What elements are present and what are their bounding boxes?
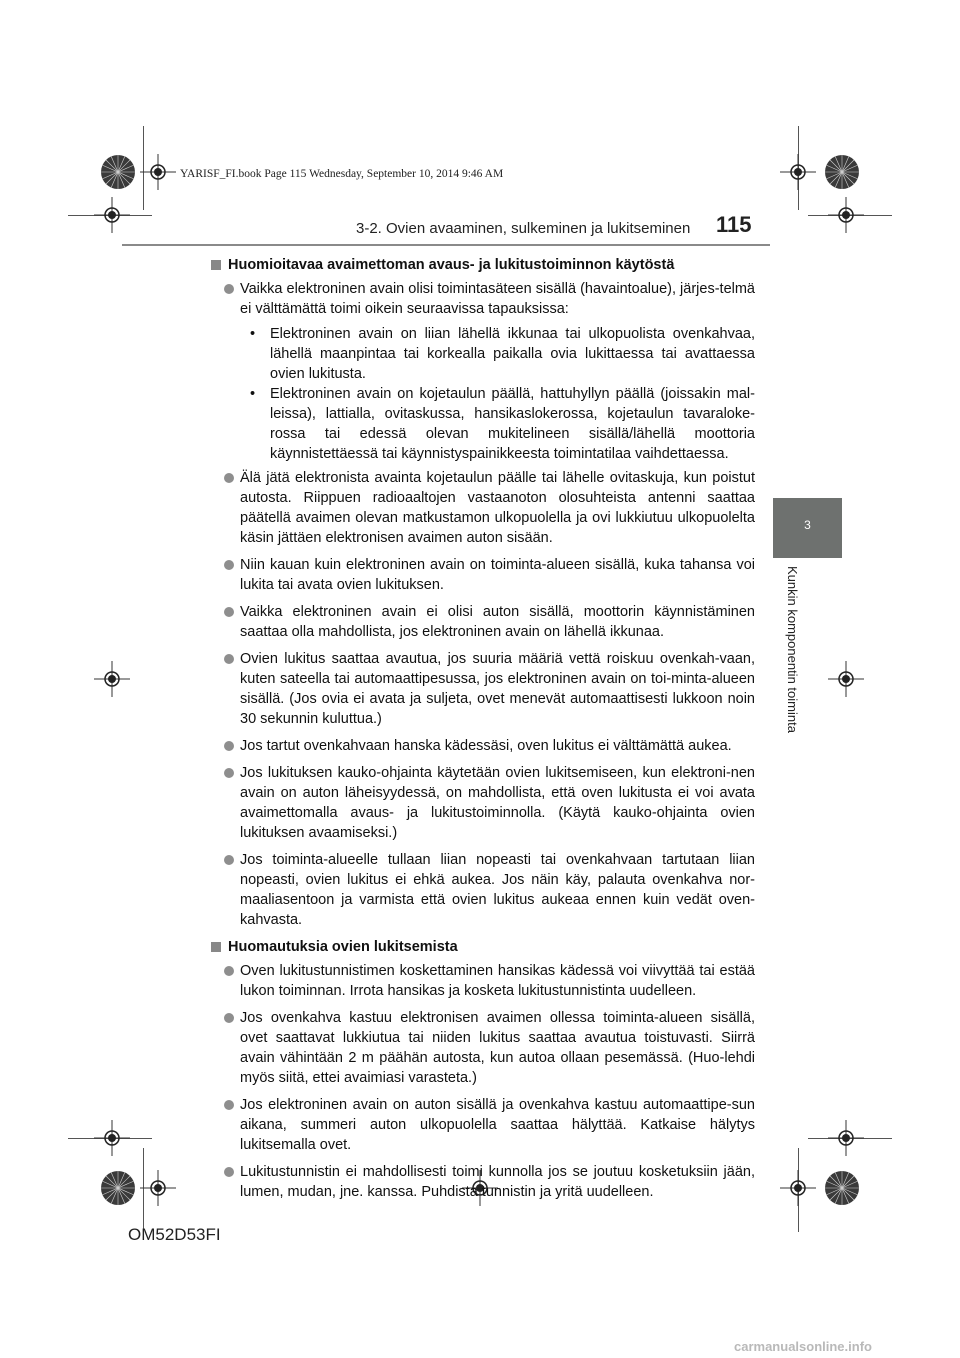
main-content [210,255,755,1209]
registration-mark-icon [780,154,816,190]
bullet-text: Niin kauan kuin elektroninen avain on toiminta-alueen sisällä, kuka tahansa voi lukita tai avata ovien lukituksen. [240,557,755,593]
sub-item-text: Elektroninen avain on kojetaulun päällä, hattuhyllyn päällä (joissakin mal-leissa), lattialla, ovitaskussa, hansikaslokerossa, kojetaulun tavaraloke-rossa tai edessä olevan mukitelineen sisällä/lähellä moottoria käynnistettäessä tai käynnistyspainikkeesta toimintatilaa vaihdettaessa. [270,386,755,462]
sub-item [240,384,755,464]
circle-bullet-icon [224,654,234,664]
bullet-item [210,1008,755,1088]
circle-bullet-icon [224,1167,234,1177]
registration-mark-icon [94,661,130,697]
sub-bullet-icon: • [250,386,256,402]
section-title: Huomautuksia ovien lukitsemista [228,939,458,955]
watermark: carmanualsonline.info [734,1339,872,1354]
registration-mark-icon [780,1170,816,1206]
bullet-item [210,1162,755,1202]
starburst-mark-icon [824,1170,860,1206]
bullet-text: Oven lukitustunnistimen koskettaminen hansikas kädessä voi viivyttää tai estää lukon toiminnan. Irrota hansikas ja kosketa lukitustunnistinta uudelleen. [240,963,755,999]
registration-mark-icon [828,1120,864,1156]
circle-bullet-icon [224,855,234,865]
bullet-item [210,555,755,595]
bullet-text: Jos ovenkahva kastuu elektronisen avaimen ollessa toiminta-alueen sisällä, ovet saattavat lukkiutua tai niiden lukitus saattaa avautua toistuvasti. Siirrä avain vähintään 2 m päähän autosta, kun autoa ollaan pesemässä. (Huo-lehdi myös siitä, ettei avaimiasi varasteta.) [240,1010,755,1086]
bullet-item [210,602,755,642]
bullet-item [210,850,755,930]
circle-bullet-icon [224,768,234,778]
registration-mark-icon [94,1120,130,1156]
starburst-mark-icon [824,154,860,190]
sub-bullet-icon: • [250,326,256,342]
sub-list [210,324,755,464]
square-bullet-icon [211,942,221,952]
bullet-text: Jos lukituksen kauko-ohjainta käytetään ovien lukitsemiseen, kun elektroni-nen avain on auton läheisyydessä, on mahdollista, että oven lukitusta ei voi avata avaimettomalla avaus- ja lukitustoiminnolla. (Käytä kauko-ohjainta ovien lukituksen avaamiseksi.) [240,765,755,841]
bullet-text: Vaikka elektroninen avain olisi toimintasäteen sisällä (havaintoalue), järjes-telmä ei välttämättä toimi oikein seuraavissa tapauksissa: [240,281,755,317]
starburst-mark-icon [100,1170,136,1206]
circle-bullet-icon [224,741,234,751]
page-header-title: 3-2. Ovien avaaminen, sulkeminen ja lukitseminen [356,220,691,237]
registration-mark-icon [828,661,864,697]
chapter-label-text: Kunkin komponentin toiminta [785,566,800,733]
registration-mark-icon [828,197,864,233]
chapter-tab [773,498,842,558]
bullet-text: Lukitustunnistin ei mahdollisesti toimi kunnolla jos se joutuu kosketuksiin jään, lumen, mudan, jne. kanssa. Puhdista tunnistin ja yritä uudelleen. [240,1164,755,1200]
section-heading [210,937,755,957]
bullet-item [210,763,755,843]
bullet-item [210,736,755,756]
bullet-item [210,649,755,729]
bullet-text: Jos elektroninen avain on auton sisällä ja ovenkahva kastuu automaattipe-sun aikana, summeri auton ulkopuolella saattaa hälyttää. Katkaise hälytys lukitsemalla ovet. [240,1097,755,1153]
header-divider [122,244,770,246]
circle-bullet-icon [224,1100,234,1110]
section-title: Huomioitavaa avaimettoman avaus- ja lukitustoiminnon käytöstä [228,257,675,273]
bullet-item [210,468,755,548]
bullet-text: Jos toiminta-alueelle tullaan liian nopeasti tai ovenkahvaan tartutaan liian nopeasti, ovien lukitus ei ehkä aukea. Jos näin käy, palauta ovenkahva nor-maaliasentoon ja varmista että ovien lukitus aukeaa ennen kuin vedät oven-kahvasta. [240,852,755,928]
bullet-text: Vaikka elektroninen avain ei olisi auton sisällä, moottorin käynnistäminen saattaa olla mahdollista, jos elektroninen avain on lähellä ikkunaa. [240,604,755,640]
bullet-item [210,961,755,1001]
sub-item [240,324,755,384]
square-bullet-icon [211,260,221,270]
circle-bullet-icon [224,284,234,294]
sub-item-text: Elektroninen avain on liian lähellä ikkunaa tai ulkopuolista ovenkahvaa, lähellä maanpintaa tai korkealla paikalla ovia lukittaessa tai avattaessa ovien lukitusta. [270,326,755,382]
document-code: OM52D53FI [128,1225,221,1244]
chapter-number: 3 [804,518,811,532]
circle-bullet-icon [224,607,234,617]
bullet-text: Jos tartut ovenkahvaan hanska kädessäsi, oven lukitus ei välttämättä aukea. [240,738,732,754]
circle-bullet-icon [224,1013,234,1023]
page-number: 115 [716,212,752,237]
registration-mark-icon [140,1170,176,1206]
circle-bullet-icon [224,966,234,976]
bullet-item [210,1095,755,1155]
book-stamp: YARISF_FI.book Page 115 Wednesday, September 10, 2014 9:46 AM [180,168,504,180]
circle-bullet-icon [224,560,234,570]
circle-bullet-icon [224,473,234,483]
bullet-text: Älä jätä elektronista avainta kojetaulun päälle tai lähelle ovitaskuja, kun poistut autosta. Riippuen radioaaltojen vastaanoton olosuhteista antenni saattaa päätellä avaimen olevan matkustamon ulkopuolella ja ovi lukkiutuu ulkopuolelta käsin jättäen elektronisen avaimen auton sisään. [240,470,755,546]
section-heading [210,255,755,275]
registration-mark-icon [140,154,176,190]
bullet-item [210,279,755,319]
chapter-label [786,566,804,756]
starburst-mark-icon [100,154,136,190]
registration-mark-icon [94,197,130,233]
bullet-text: Ovien lukitus saattaa avautua, jos suuria määriä vettä roiskuu ovenkah-vaan, kuten sateella tai automaattipesussa, jos elektroninen avain on toi-minta-alueen sisällä. (Jos ovia ei avata ja suljeta, ovet menevät automaattisesti lukkoon noin 30 sekunnin kuluttua.) [240,651,755,727]
